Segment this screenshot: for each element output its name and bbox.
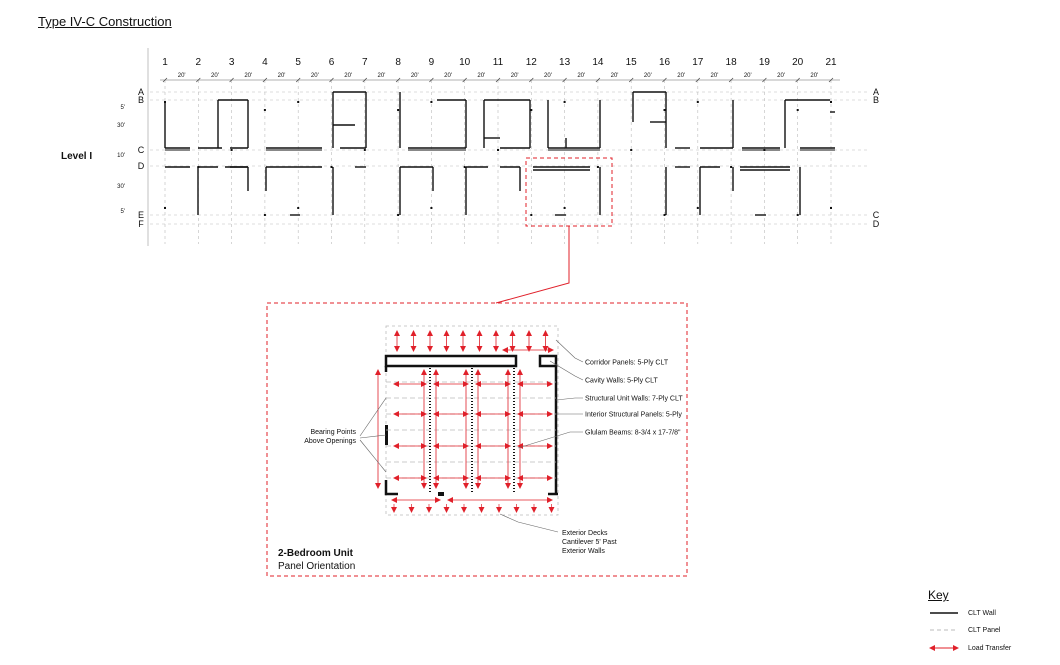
structural-point [730, 166, 732, 168]
column-dim-label: 20' [643, 73, 652, 79]
structural-point [331, 166, 333, 168]
column-dim-label: 20' [244, 73, 253, 79]
bearing-point [438, 492, 444, 496]
column-label-16: 16 [658, 57, 671, 68]
callout-right-1: Cavity Walls: 5-Ply CLT [585, 377, 658, 385]
structural-point [763, 149, 765, 151]
column-label-9: 9 [428, 57, 435, 68]
column-dim-label: 20' [510, 73, 519, 79]
row-label-left-E: E [137, 210, 145, 220]
structural-point [664, 214, 666, 216]
callout-decks-2: Exterior Walls [562, 548, 605, 555]
callout-right-2: Structural Unit Walls: 7-Ply CLT [585, 395, 683, 403]
row-label-right-A: A [872, 87, 880, 97]
row-label-right-B: B [872, 95, 880, 105]
column-dim-label: 20' [277, 73, 286, 79]
callout-leader [360, 435, 386, 438]
column-label-3: 3 [228, 57, 235, 68]
unit-title: 2-Bedroom Unit [278, 548, 353, 559]
structural-point [464, 166, 466, 168]
structural-point [264, 109, 266, 111]
column-dim-label: 20' [310, 73, 319, 79]
key-title: Key [928, 588, 949, 602]
column-dim-label: 20' [444, 73, 452, 79]
column-label-2: 2 [195, 57, 202, 68]
column-label-11: 11 [492, 57, 504, 68]
row-label-left-F: F [138, 219, 144, 229]
row-dim-label: 10' [117, 153, 125, 159]
key-clt-wall-label: CLT Wall [968, 610, 996, 617]
column-label-7: 7 [362, 57, 368, 68]
column-dim-label: 20' [477, 73, 486, 79]
structural-point [664, 109, 666, 111]
structural-point [697, 101, 699, 103]
row-label-left-D: D [137, 161, 145, 171]
column-dim-label: 20' [410, 73, 419, 79]
column-dim-label: 20' [710, 73, 719, 79]
column-label-15: 15 [625, 57, 637, 68]
key-legend-lines [930, 613, 958, 648]
callout-leader [556, 398, 583, 400]
structural-point [830, 207, 832, 209]
structural-point [164, 207, 166, 209]
key-clt-panel-label: CLT Panel [968, 627, 1001, 634]
structural-point [630, 149, 632, 151]
structural-point [397, 214, 399, 216]
unit-subtitle: Panel Orientation [278, 561, 356, 572]
row-dim-label: 30' [117, 184, 125, 190]
key-load-transfer-label: Load Transfer [968, 645, 1012, 652]
structural-point [430, 101, 432, 103]
callout-leader [360, 440, 386, 472]
column-dim-label: 20' [377, 73, 386, 79]
structural-point [364, 149, 366, 151]
column-dimension-labels [178, 73, 819, 79]
callout-leader [360, 398, 386, 436]
column-label-6: 6 [328, 57, 335, 68]
column-dim-label: 20' [810, 73, 819, 79]
structural-point [397, 109, 399, 111]
structural-point [197, 166, 199, 168]
column-dim-label: 20' [677, 73, 686, 79]
column-label-8: 8 [395, 57, 401, 68]
callout-decks-0: Exterior Decks [562, 530, 608, 537]
structural-point [564, 207, 566, 209]
column-dim-label: 20' [344, 73, 353, 79]
structural-point [297, 207, 299, 209]
highlighted-unit-box [526, 158, 612, 226]
column-label-1: 1 [162, 57, 168, 68]
column-dim-label: 20' [211, 73, 219, 79]
row-gridlines [150, 92, 870, 224]
column-dim-label: 20' [610, 73, 619, 79]
row-label-left-C: C [137, 145, 145, 155]
clt-panel-outline [386, 326, 558, 515]
detail-callouts [304, 340, 683, 555]
drawing-title: Type IV-C Construction [38, 14, 172, 29]
column-label-13: 13 [559, 57, 571, 68]
structural-point [231, 149, 233, 151]
structural-point [797, 214, 799, 216]
structural-point [497, 149, 499, 151]
row-dim-label: 30' [117, 123, 125, 129]
unit-detail-drawing [378, 326, 558, 515]
column-label-10: 10 [459, 57, 471, 68]
structural-point [530, 109, 532, 111]
structural-point [264, 214, 266, 216]
structural-point [697, 207, 699, 209]
callout-right-4: Glulam Beams: 8-3/4 x 17-7/8" [585, 429, 681, 437]
column-label-17: 17 [692, 57, 704, 68]
row-label-right-C: C [872, 210, 880, 220]
column-label-14: 14 [592, 57, 604, 68]
column-labels [162, 57, 837, 68]
clt-wall-unit [386, 480, 398, 494]
detail-leader-line [496, 226, 569, 303]
row-label-right-D: D [872, 219, 880, 229]
callout-leader [556, 340, 583, 362]
callout-right-3: Interior Structural Panels: 5-Ply [585, 411, 682, 419]
callout-right-0: Corridor Panels: 5-Ply CLT [585, 359, 669, 367]
structural-point [830, 101, 832, 103]
row-dim-label: 5' [120, 105, 125, 111]
structural-point [597, 166, 599, 168]
clt-wall-cavity [540, 356, 556, 366]
callout-decks-1: Cantilever 5' Past [562, 539, 617, 546]
callout-bearing-points-2: Above Openings [304, 438, 356, 445]
row-label-left-B: B [137, 95, 145, 105]
column-dim-label: 20' [777, 73, 785, 79]
column-label-19: 19 [758, 57, 770, 68]
callout-leader [500, 514, 558, 532]
structural-point [564, 101, 566, 103]
structural-point [797, 109, 799, 111]
column-dim-label: 20' [544, 73, 552, 79]
column-dim-label: 20' [743, 73, 752, 79]
column-dim-label: 20' [577, 73, 586, 79]
column-label-21: 21 [825, 57, 837, 68]
structural-point [164, 101, 166, 103]
structural-point [297, 101, 299, 103]
callout-bearing-points-1: Bearing Points [310, 429, 356, 436]
clt-wall-corridor [386, 356, 516, 366]
level-label: Level I [61, 151, 93, 162]
row-label-left-A: A [137, 87, 145, 97]
column-label-20: 20 [792, 57, 804, 68]
row-dimension-labels [117, 105, 125, 215]
column-label-18: 18 [725, 57, 737, 68]
column-dim-label: 20' [177, 73, 186, 79]
structural-point [530, 214, 532, 216]
structural-point [430, 207, 432, 209]
column-label-4: 4 [262, 57, 268, 68]
column-label-5: 5 [295, 57, 301, 68]
row-labels [138, 87, 880, 229]
column-label-12: 12 [525, 57, 537, 68]
row-dim-label: 5' [120, 209, 125, 215]
